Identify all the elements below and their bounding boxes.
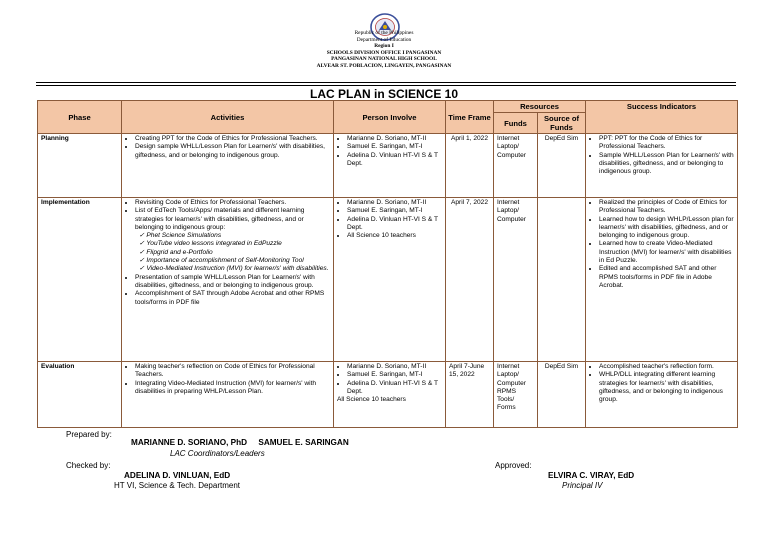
success-cell — [586, 362, 738, 428]
phase-cell: Planning — [38, 134, 122, 198]
list-item: • Revisiting Code of Ethics for Professional Teachers. — [135, 199, 330, 207]
header-activities: Activities — [122, 101, 334, 134]
list-item: • Realized the principles of Code of Ethics for Professional Teachers. — [599, 199, 734, 216]
approved-name: ELVIRA C. VIRAY, EdD — [548, 471, 635, 480]
source-cell: DepEd Sim — [538, 362, 586, 428]
time-cell: April 1, 2022 — [446, 134, 494, 198]
list-item: • Integrating Video-Mediated Instruction (MVI) for learner/s' with disabilities in preparing WHLP/Lesson Plan. — [135, 380, 330, 397]
list-item: • List of EdTech Tools/Apps/ materials and different learning strategies for learner/s' with disabilities, giftedness, and or belonging to indigenous group: — [135, 207, 330, 232]
header-funds: Funds — [494, 113, 538, 134]
lac-plan-table — [37, 100, 738, 428]
check-item: ✓ Importance of accomplishment of Self-Monitoring Tool — [139, 257, 304, 265]
header-line1: Republic of the Philippines — [354, 30, 414, 36]
header-success: Success Indicators — [586, 101, 738, 134]
activities-cell — [122, 362, 334, 428]
page-title: LAC PLAN in SCIENCE 10 — [309, 87, 459, 101]
checked-role: HT VI, Science & Tech. Department — [114, 481, 240, 490]
time-cell: April 7-June 15, 2022 — [446, 362, 494, 428]
person-cell — [334, 198, 446, 362]
table-row — [38, 362, 738, 428]
prepared-role: LAC Coordinators/Leaders — [170, 449, 265, 458]
phase-cell: Implementation — [38, 198, 122, 362]
checkmark-icon: ✓ — [139, 248, 145, 256]
list-item: • Design sample WHLL/Lesson Plan for Learner/s' with disabilities, giftedness, and or belonging to indigenous group. — [135, 143, 330, 160]
list-item: • Edited and accomplished SAT and other RPMS tools/forms in PDF file in Adobe Acrobat. — [599, 265, 734, 290]
table-row — [38, 134, 738, 198]
list-item: • Learned how to design WHLP/Lesson plan for learner/s' with disabilities, giftedness, and or belonging to indigenous group. — [599, 216, 734, 241]
list-item: • Samuel E. Saringan, MT-I — [347, 371, 442, 379]
header-line4: SCHOOLS DIVISION OFFICE I PANGASINAN — [326, 49, 442, 56]
checkmark-icon: ✓ — [139, 257, 145, 265]
checked-label: Checked by: — [66, 461, 111, 470]
check-item: ✓ Flipgrid and e-Portfolio — [139, 248, 213, 256]
list-item: • Presentation of sample WHLL/Lesson Plan for Learner/s' with disabilities, giftedness, and or belonging to indigenous group. — [135, 274, 330, 291]
header-line3: Region I — [374, 43, 394, 50]
list-item: • Marianne D. Soriano, MT-II — [347, 199, 442, 207]
header-source: Source of Funds — [538, 113, 586, 134]
header-rule-thin — [36, 85, 736, 86]
activities-cell — [122, 134, 334, 198]
phase-cell: Evaluation — [38, 362, 122, 428]
list-item: • Accomplished teacher's reflection form. — [599, 363, 734, 371]
list-item: • Creating PPT for the Code of Ethics for Professional Teachers. — [135, 135, 330, 143]
source-cell — [538, 198, 586, 362]
list-item: • Adelina D. Vinluan HT-VI S & T Dept. — [347, 380, 442, 397]
header-line5: PANGASINAN NATIONAL HIGH SCHOOL — [331, 56, 437, 63]
list-item: • Sample WHLL/Lesson Plan for Learner/s' with disabilities, giftedness, and or belonging to indigenous group. — [599, 152, 734, 177]
list-item: • Learned how to create Video-Mediated Instruction (MVI) for learner/s' with disabilities in Ed Puzzle. — [599, 240, 734, 265]
checked-name: ADELINA D. VINLUAN, EdD — [124, 471, 231, 480]
header-time: Time Frame — [446, 101, 494, 134]
header-line6: ALVEAR ST. POBLACION, LINGAYEN, PANGASINAN — [316, 62, 452, 69]
list-item: • All Science 10 teachers — [347, 232, 442, 240]
school-header — [0, 30, 768, 70]
check-item: ✓ YouTube video lessons integrated in EdPuzzle — [139, 240, 282, 248]
funds-cell: Internet Laptop/ Computer — [494, 134, 538, 198]
header-phase: Phase — [38, 101, 122, 134]
approved-role: Principal IV — [562, 481, 603, 490]
success-cell — [586, 134, 738, 198]
time-cell: April 7, 2022 — [446, 198, 494, 362]
list-item: • Samuel E. Saringan, MT-I — [347, 143, 442, 151]
list-item: • Samuel E. Saringan, MT-I — [347, 207, 442, 215]
success-cell — [586, 198, 738, 362]
checkmark-icon: ✓ — [139, 232, 145, 240]
list-item: • Adelina D. Vinluan HT-VI S & T Dept. — [347, 216, 442, 233]
header-resources: Resources — [494, 101, 586, 113]
person-cell — [334, 134, 446, 198]
checkmark-icon: ✓ — [139, 265, 145, 273]
list-item: • WHLP/DLL integrating different learning strategies for learner/s' with disabilities, giftedness, and or belonging to indigenous group. — [599, 371, 734, 404]
checkmark-icon: ✓ — [139, 240, 145, 248]
header-rule — [36, 82, 736, 83]
list-item: • Adelina D. Vinluan HT-VI S & T Dept. — [347, 152, 442, 169]
activities-cell — [122, 198, 334, 362]
check-item: ✓ Video-Mediated Instruction (MVI) for learner/s' with disabilities. — [139, 265, 329, 273]
prepared-label: Prepared by: — [66, 430, 112, 439]
funds-cell: Internet Laptop/ Computer — [494, 198, 538, 362]
list-item: • PPT: PPT for the Code of Ethics for Professional Teachers. — [599, 135, 734, 152]
prepared-names: MARIANNE D. SORIANO, PhD SAMUEL E. SARINGAN — [131, 438, 349, 447]
header-line2: Department of Education — [356, 36, 412, 43]
table-row — [38, 198, 738, 362]
check-item: ✓ Phet Science Simulations — [139, 232, 222, 240]
header-person: Person Involve — [334, 101, 446, 134]
source-cell: DepEd Sim — [538, 134, 586, 198]
list-item: • Making teacher's reflection on Code of Ethics for Professional Teachers. — [135, 363, 330, 380]
approved-label: Approved: — [495, 461, 532, 470]
list-item: • Marianne D. Soriano, MT-II — [347, 363, 442, 371]
funds-cell: Internet Laptop/ Computer RPMS Tools/ Forms — [494, 362, 538, 428]
person-extra: All Science 10 teachers — [337, 396, 406, 404]
list-item: • Marianne D. Soriano, MT-II — [347, 135, 442, 143]
list-item: • Accomplishment of SAT through Adobe Acrobat and other RPMS tools/forms in PDF file — [135, 290, 330, 307]
person-cell — [334, 362, 446, 428]
